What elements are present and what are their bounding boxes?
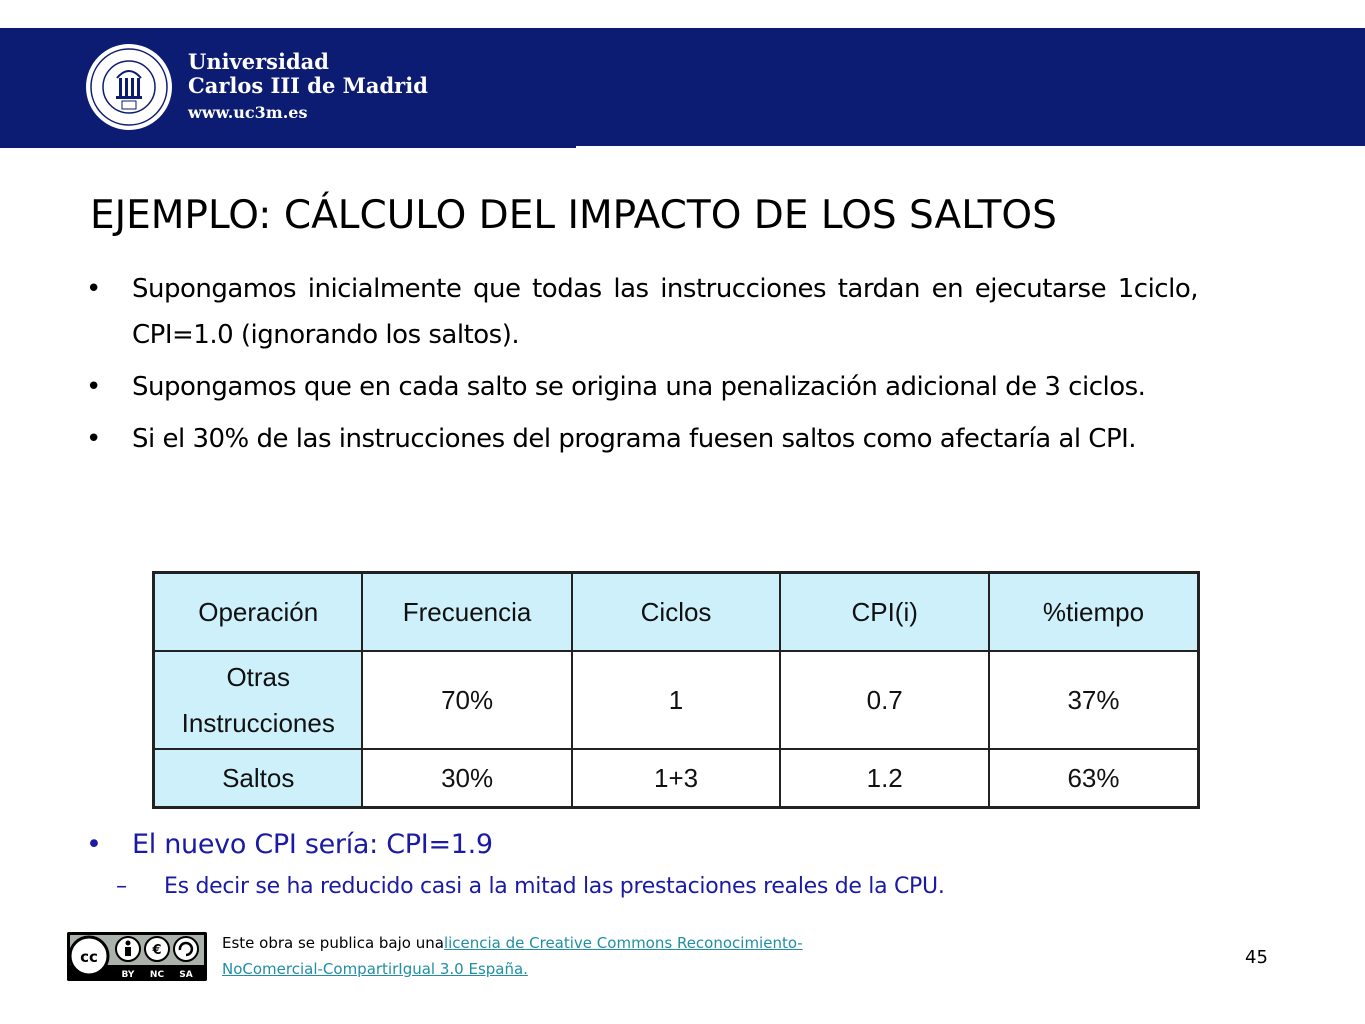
sub-bullet-text: Es decir se ha reducido casi a la mitad las prestaciones reales de la CPU. — [164, 874, 945, 899]
table-row-header — [154, 651, 363, 749]
creative-commons-license-icon[interactable] — [67, 932, 207, 981]
university-name-line1: Universidad — [188, 49, 329, 74]
license-notice — [222, 930, 912, 982]
table-row — [154, 749, 1199, 808]
row-label: Otras Instrucciones — [181, 662, 335, 738]
table-cell: 37% — [989, 651, 1199, 749]
table-row-header: Saltos — [154, 749, 363, 808]
table-cell: 1 — [572, 651, 781, 749]
slide-title: EJEMPLO: CÁLCULO DEL IMPACTO DE LOS SALTOS — [90, 193, 1057, 238]
svg-text:€: € — [152, 943, 162, 958]
table-cell: 63% — [989, 749, 1199, 808]
university-url: www.uc3m.es — [188, 103, 308, 122]
bullet-text: Si el 30% de las instrucciones del programa fuesen saltos como afectaría al CPI. — [132, 424, 1137, 454]
bullet-item — [86, 416, 1198, 462]
table-cell: 1.2 — [780, 749, 989, 808]
bullet-text: Supongamos inicialmente que todas las instrucciones tardan en ejecutarse 1ciclo, CPI=1.0 (ignorando los saltos). — [132, 274, 1198, 350]
table-cell: 0.7 — [780, 651, 989, 749]
university-name-line2: Carlos III de Madrid — [188, 73, 428, 98]
bullet-item — [86, 364, 1198, 410]
result-bullet — [86, 822, 493, 868]
table-cell: 1+3 — [572, 749, 781, 808]
cpi-table — [152, 571, 1200, 809]
table-header-cell: Operación — [154, 573, 363, 652]
result-text: El nuevo CPI sería: CPI=1.9 — [132, 829, 493, 860]
bullet-marker: • — [86, 829, 102, 860]
table-header-row — [154, 573, 1199, 652]
bullet-marker: • — [86, 274, 101, 304]
cc-label-by: BY — [121, 970, 135, 980]
university-seal-logo — [84, 42, 174, 132]
license-link-line1: licencia de Creative Commons Reconocimiento- — [443, 934, 803, 952]
table-cell: 30% — [362, 749, 571, 808]
bullet-marker: • — [86, 372, 101, 402]
bullet-marker: • — [86, 424, 101, 454]
bullet-text: Supongamos que en cada salto se origina una penalización adicional de 3 ciclos. — [132, 372, 1146, 402]
license-link-line2: NoComercial-CompartirIgual 3.0 España. — [222, 960, 528, 978]
table-header-cell: Ciclos — [572, 573, 781, 652]
cc-label-nc: NC — [149, 970, 165, 980]
table-header-cell: CPI(i) — [780, 573, 989, 652]
table-row — [154, 651, 1199, 749]
cc-label-sa: SA — [179, 970, 193, 980]
table-header-cell: %tiempo — [989, 573, 1199, 652]
table-cell: 70% — [362, 651, 571, 749]
license-prefix: Este obra se publica bajo una — [222, 934, 444, 952]
sub-bullet — [116, 874, 945, 899]
bullet-item — [86, 266, 1198, 358]
svg-text:cc: cc — [80, 948, 98, 966]
page-number: 45 — [1245, 947, 1268, 968]
sub-bullet-marker: – — [116, 874, 127, 899]
table-header-cell: Frecuencia — [362, 573, 571, 652]
header-banner-edge — [0, 146, 576, 148]
bullet-list — [86, 266, 1198, 468]
